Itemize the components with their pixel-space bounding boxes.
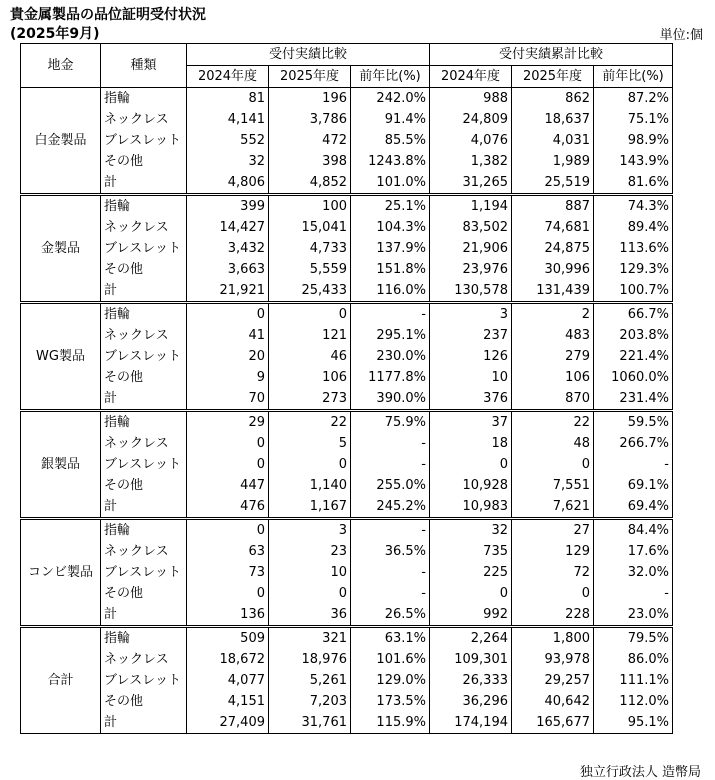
kind-label: 計	[101, 280, 187, 303]
cell-cratio: -	[594, 454, 673, 475]
cell-mratio: -	[351, 519, 430, 542]
kind-label: その他	[101, 151, 187, 172]
cell-m2024: 3,432	[187, 238, 269, 259]
header-col-monthly-ratio: 前年比(%)	[351, 66, 430, 88]
cell-mratio: -	[351, 562, 430, 583]
table-row	[21, 454, 673, 475]
cell-m2024: 447	[187, 475, 269, 496]
cell-mratio: -	[351, 583, 430, 604]
cell-cratio: 81.6%	[594, 172, 673, 195]
cell-mratio: 129.0%	[351, 670, 430, 691]
table-row	[21, 388, 673, 411]
certification-table	[20, 43, 673, 734]
kind-label: その他	[101, 475, 187, 496]
kind-label: その他	[101, 259, 187, 280]
table-row	[21, 88, 673, 110]
cell-c2024: 36,296	[430, 691, 512, 712]
cell-mratio: 115.9%	[351, 712, 430, 734]
cell-c2024: 376	[430, 388, 512, 411]
cell-mratio: 85.5%	[351, 130, 430, 151]
kind-label: その他	[101, 691, 187, 712]
cell-c2025: 0	[512, 583, 594, 604]
cell-c2025: 228	[512, 604, 594, 627]
cell-m2025: 121	[269, 325, 351, 346]
cell-c2024: 37	[430, 411, 512, 434]
cell-cratio: 113.6%	[594, 238, 673, 259]
cell-mratio: 1177.8%	[351, 367, 430, 388]
header-monthly-group: 受付実績比較	[187, 44, 430, 66]
kind-label: ネックレス	[101, 217, 187, 238]
cell-cratio: 129.3%	[594, 259, 673, 280]
table-row	[21, 325, 673, 346]
cell-c2025: 887	[512, 195, 594, 218]
report-title: 貴金属製品の品位証明受付状況	[10, 7, 206, 23]
kind-label: 計	[101, 712, 187, 734]
kind-label: ブレスレット	[101, 130, 187, 151]
cell-cratio: 203.8%	[594, 325, 673, 346]
kind-label: ネックレス	[101, 109, 187, 130]
cell-m2024: 73	[187, 562, 269, 583]
cell-c2024: 31,265	[430, 172, 512, 195]
cell-m2025: 196	[269, 88, 351, 110]
cell-c2024: 0	[430, 454, 512, 475]
cell-cratio: 221.4%	[594, 346, 673, 367]
cell-m2025: 18,976	[269, 649, 351, 670]
cell-m2025: 25,433	[269, 280, 351, 303]
kind-label: その他	[101, 367, 187, 388]
cell-m2025: 398	[269, 151, 351, 172]
cell-m2024: 41	[187, 325, 269, 346]
group-label: 金製品	[21, 195, 101, 303]
cell-c2024: 10,928	[430, 475, 512, 496]
cell-m2024: 136	[187, 604, 269, 627]
table-row	[21, 475, 673, 496]
cell-m2024: 0	[187, 433, 269, 454]
cell-m2025: 15,041	[269, 217, 351, 238]
cell-mratio: -	[351, 303, 430, 326]
cell-c2024: 21,906	[430, 238, 512, 259]
kind-label: ブレスレット	[101, 238, 187, 259]
kind-label: その他	[101, 583, 187, 604]
kind-label: ブレスレット	[101, 454, 187, 475]
group-label: 合計	[21, 627, 101, 734]
kind-label: 指輪	[101, 627, 187, 650]
cell-cratio: 75.1%	[594, 109, 673, 130]
cell-m2025: 0	[269, 583, 351, 604]
cell-c2025: 30,996	[512, 259, 594, 280]
kind-label: 指輪	[101, 88, 187, 110]
cell-c2024: 735	[430, 541, 512, 562]
group-label: WG製品	[21, 303, 101, 411]
cell-mratio: 36.5%	[351, 541, 430, 562]
cell-c2025: 40,642	[512, 691, 594, 712]
kind-label: ネックレス	[101, 433, 187, 454]
cell-m2025: 36	[269, 604, 351, 627]
cell-c2025: 74,681	[512, 217, 594, 238]
cell-c2024: 130,578	[430, 280, 512, 303]
kind-label: 計	[101, 172, 187, 195]
cell-c2025: 1,800	[512, 627, 594, 650]
report-period: (2025年9月)	[10, 26, 100, 42]
cell-c2024: 10,983	[430, 496, 512, 519]
table-row	[21, 519, 673, 542]
cell-cratio: 74.3%	[594, 195, 673, 218]
cell-m2025: 4,733	[269, 238, 351, 259]
unit-label: 単位:個	[659, 28, 703, 43]
cell-c2025: 0	[512, 454, 594, 475]
group-label: 銀製品	[21, 411, 101, 519]
cell-m2025: 3,786	[269, 109, 351, 130]
cell-cratio: 69.1%	[594, 475, 673, 496]
cell-mratio: -	[351, 433, 430, 454]
header-kind: 種類	[101, 44, 187, 88]
table-row	[21, 217, 673, 238]
cell-cratio: 100.7%	[594, 280, 673, 303]
cell-m2024: 21,921	[187, 280, 269, 303]
cell-m2024: 70	[187, 388, 269, 411]
cell-cratio: 266.7%	[594, 433, 673, 454]
cell-cratio: 69.4%	[594, 496, 673, 519]
cell-m2024: 509	[187, 627, 269, 650]
group-label: コンビ製品	[21, 519, 101, 627]
table-row	[21, 670, 673, 691]
cell-c2024: 1,194	[430, 195, 512, 218]
cell-c2025: 106	[512, 367, 594, 388]
kind-label: 計	[101, 604, 187, 627]
cell-c2024: 225	[430, 562, 512, 583]
cell-m2025: 10	[269, 562, 351, 583]
cell-cratio: 1060.0%	[594, 367, 673, 388]
cell-m2025: 472	[269, 130, 351, 151]
cell-cratio: 95.1%	[594, 712, 673, 734]
kind-label: ブレスレット	[101, 670, 187, 691]
cell-cratio: 66.7%	[594, 303, 673, 326]
cell-mratio: 104.3%	[351, 217, 430, 238]
cell-cratio: 112.0%	[594, 691, 673, 712]
header-col-monthly-2024: 2024年度	[187, 66, 269, 88]
cell-c2024: 0	[430, 583, 512, 604]
cell-c2024: 126	[430, 346, 512, 367]
cell-c2025: 165,677	[512, 712, 594, 734]
cell-m2025: 106	[269, 367, 351, 388]
table-row	[21, 280, 673, 303]
cell-mratio: 230.0%	[351, 346, 430, 367]
table-row	[21, 433, 673, 454]
cell-c2024: 24,809	[430, 109, 512, 130]
cell-m2024: 4,151	[187, 691, 269, 712]
cell-c2025: 870	[512, 388, 594, 411]
cell-mratio: 101.0%	[351, 172, 430, 195]
kind-label: 指輪	[101, 195, 187, 218]
cell-mratio: 151.8%	[351, 259, 430, 280]
cell-cratio: 59.5%	[594, 411, 673, 434]
cell-c2025: 129	[512, 541, 594, 562]
cell-m2024: 18,672	[187, 649, 269, 670]
cell-m2025: 3	[269, 519, 351, 542]
cell-c2025: 48	[512, 433, 594, 454]
kind-label: 指輪	[101, 303, 187, 326]
cell-c2024: 4,076	[430, 130, 512, 151]
cell-c2024: 32	[430, 519, 512, 542]
kind-label: 計	[101, 388, 187, 411]
cell-m2025: 7,203	[269, 691, 351, 712]
cell-c2024: 992	[430, 604, 512, 627]
cell-m2024: 9	[187, 367, 269, 388]
cell-mratio: 173.5%	[351, 691, 430, 712]
cell-c2024: 988	[430, 88, 512, 110]
cell-m2024: 20	[187, 346, 269, 367]
cell-mratio: 91.4%	[351, 109, 430, 130]
footer-issuer: 独立行政法人 造幣局	[579, 765, 701, 780]
cell-m2024: 32	[187, 151, 269, 172]
header-col-cumulative-ratio: 前年比(%)	[594, 66, 673, 88]
cell-mratio: 116.0%	[351, 280, 430, 303]
cell-c2025: 4,031	[512, 130, 594, 151]
table-row	[21, 130, 673, 151]
cell-c2025: 279	[512, 346, 594, 367]
table-row	[21, 562, 673, 583]
cell-cratio: 87.2%	[594, 88, 673, 110]
cell-mratio: 242.0%	[351, 88, 430, 110]
cell-c2024: 26,333	[430, 670, 512, 691]
cell-c2025: 7,551	[512, 475, 594, 496]
cell-c2024: 2,264	[430, 627, 512, 650]
kind-label: 指輪	[101, 411, 187, 434]
cell-m2025: 22	[269, 411, 351, 434]
cell-cratio: 32.0%	[594, 562, 673, 583]
table-row	[21, 303, 673, 326]
kind-label: ブレスレット	[101, 562, 187, 583]
cell-c2025: 18,637	[512, 109, 594, 130]
cell-c2025: 25,519	[512, 172, 594, 195]
cell-m2024: 63	[187, 541, 269, 562]
table-body	[21, 88, 673, 734]
table-row	[21, 259, 673, 280]
cell-c2025: 862	[512, 88, 594, 110]
cell-c2025: 29,257	[512, 670, 594, 691]
cell-mratio: 101.6%	[351, 649, 430, 670]
cell-m2025: 23	[269, 541, 351, 562]
cell-c2024: 18	[430, 433, 512, 454]
table-row	[21, 627, 673, 650]
header-col-cumulative-2025: 2025年度	[512, 66, 594, 88]
cell-m2024: 4,806	[187, 172, 269, 195]
header-cumulative-group: 受付実績累計比較	[430, 44, 673, 66]
cell-c2024: 3	[430, 303, 512, 326]
cell-m2024: 0	[187, 583, 269, 604]
cell-m2025: 0	[269, 303, 351, 326]
cell-m2024: 4,077	[187, 670, 269, 691]
cell-mratio: 295.1%	[351, 325, 430, 346]
cell-m2024: 0	[187, 454, 269, 475]
cell-cratio: 98.9%	[594, 130, 673, 151]
cell-m2025: 5,559	[269, 259, 351, 280]
header-col-cumulative-2024: 2024年度	[430, 66, 512, 88]
cell-c2025: 24,875	[512, 238, 594, 259]
table-row	[21, 346, 673, 367]
table-row	[21, 172, 673, 195]
table-row	[21, 604, 673, 627]
table-row	[21, 649, 673, 670]
cell-mratio: 245.2%	[351, 496, 430, 519]
cell-c2025: 131,439	[512, 280, 594, 303]
cell-cratio: 86.0%	[594, 649, 673, 670]
cell-mratio: 390.0%	[351, 388, 430, 411]
cell-c2024: 10	[430, 367, 512, 388]
cell-m2024: 399	[187, 195, 269, 218]
cell-m2025: 4,852	[269, 172, 351, 195]
cell-m2025: 321	[269, 627, 351, 650]
cell-cratio: 23.0%	[594, 604, 673, 627]
cell-c2025: 93,978	[512, 649, 594, 670]
cell-mratio: 1243.8%	[351, 151, 430, 172]
cell-c2024: 83,502	[430, 217, 512, 238]
table-row	[21, 411, 673, 434]
cell-m2025: 1,167	[269, 496, 351, 519]
cell-mratio: -	[351, 454, 430, 475]
cell-m2025: 100	[269, 195, 351, 218]
cell-cratio: 79.5%	[594, 627, 673, 650]
cell-c2024: 237	[430, 325, 512, 346]
table-row	[21, 195, 673, 218]
kind-label: 計	[101, 496, 187, 519]
cell-m2025: 5	[269, 433, 351, 454]
table-row	[21, 691, 673, 712]
cell-m2024: 0	[187, 303, 269, 326]
cell-c2024: 109,301	[430, 649, 512, 670]
cell-m2025: 1,140	[269, 475, 351, 496]
header-metal: 地金	[21, 44, 101, 88]
cell-c2024: 174,194	[430, 712, 512, 734]
cell-c2025: 1,989	[512, 151, 594, 172]
cell-c2024: 23,976	[430, 259, 512, 280]
cell-c2025: 27	[512, 519, 594, 542]
cell-cratio: 111.1%	[594, 670, 673, 691]
group-label: 白金製品	[21, 88, 101, 195]
cell-cratio: 231.4%	[594, 388, 673, 411]
kind-label: ブレスレット	[101, 346, 187, 367]
cell-m2024: 0	[187, 519, 269, 542]
cell-m2025: 273	[269, 388, 351, 411]
cell-m2024: 3,663	[187, 259, 269, 280]
cell-m2025: 5,261	[269, 670, 351, 691]
cell-m2024: 552	[187, 130, 269, 151]
cell-m2024: 14,427	[187, 217, 269, 238]
cell-c2025: 7,621	[512, 496, 594, 519]
cell-mratio: 255.0%	[351, 475, 430, 496]
table-row	[21, 238, 673, 259]
cell-m2024: 81	[187, 88, 269, 110]
cell-m2024: 27,409	[187, 712, 269, 734]
kind-label: 指輪	[101, 519, 187, 542]
cell-m2024: 4,141	[187, 109, 269, 130]
cell-m2024: 29	[187, 411, 269, 434]
table-row	[21, 151, 673, 172]
cell-c2025: 2	[512, 303, 594, 326]
cell-m2025: 31,761	[269, 712, 351, 734]
cell-mratio: 75.9%	[351, 411, 430, 434]
cell-c2025: 72	[512, 562, 594, 583]
table-row	[21, 367, 673, 388]
table-row	[21, 109, 673, 130]
cell-mratio: 137.9%	[351, 238, 430, 259]
cell-mratio: 25.1%	[351, 195, 430, 218]
cell-c2025: 22	[512, 411, 594, 434]
table-row	[21, 541, 673, 562]
cell-cratio: 17.6%	[594, 541, 673, 562]
header-col-monthly-2025: 2025年度	[269, 66, 351, 88]
cell-mratio: 26.5%	[351, 604, 430, 627]
cell-cratio: 84.4%	[594, 519, 673, 542]
kind-label: ネックレス	[101, 325, 187, 346]
table-row	[21, 712, 673, 734]
table-row	[21, 496, 673, 519]
cell-cratio: 89.4%	[594, 217, 673, 238]
cell-m2024: 476	[187, 496, 269, 519]
cell-mratio: 63.1%	[351, 627, 430, 650]
table-row	[21, 583, 673, 604]
kind-label: ネックレス	[101, 649, 187, 670]
cell-cratio: 143.9%	[594, 151, 673, 172]
kind-label: ネックレス	[101, 541, 187, 562]
cell-m2025: 46	[269, 346, 351, 367]
cell-c2024: 1,382	[430, 151, 512, 172]
cell-c2025: 483	[512, 325, 594, 346]
cell-cratio: -	[594, 583, 673, 604]
cell-m2025: 0	[269, 454, 351, 475]
